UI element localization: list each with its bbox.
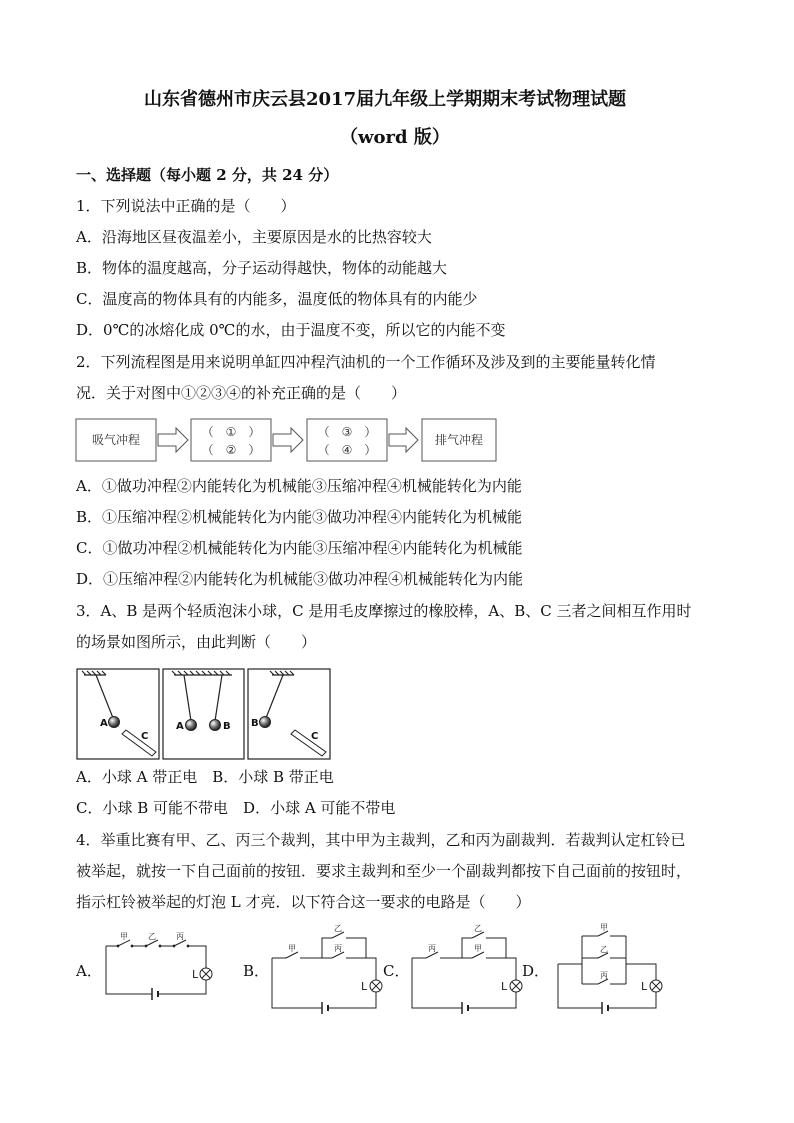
engine-cycle-flowchart: [76, 416, 496, 464]
q2-option-b: B．①压缩冲程②机械能转化为内能③做功冲程④内能转化为机械能: [76, 508, 523, 526]
rod-c-panel-1: [122, 730, 156, 756]
q2-option-d: D．①压缩冲程②内能转化为机械能③做功冲程④机械能转化为内能: [76, 570, 524, 588]
q3-options-cd: C．小球 B 可能不带电 D．小球 A 可能不带电: [76, 799, 396, 817]
thread-3: [266, 675, 283, 718]
ball-b-panel-3: [260, 717, 271, 728]
q3-options-ab: A．小球 A 带正电 B．小球 B 带正电: [76, 768, 334, 786]
circuit-a: [100, 934, 218, 1000]
ceiling-hatch-3: [270, 671, 294, 675]
circuit-b-lamp-label: L: [361, 980, 368, 993]
q4-stem-line-3: 指示杠铃被举起的灯泡 L 才亮．以下符合这一要求的电路是（ ）: [76, 893, 531, 911]
circuit-b-switch-jia: 甲: [288, 944, 296, 953]
q1-option-b: B．物体的温度越高，分子运动得越快，物体的动能越大: [76, 259, 448, 277]
flow-arrow-1: [158, 428, 188, 452]
flow-box-2-bottom: （ ② ）: [201, 443, 261, 457]
title-line-2: （word 版）: [340, 127, 450, 148]
panel-2: [163, 669, 244, 759]
ceiling-hatch-1: [82, 671, 106, 675]
circuit-a-switch-jia: 甲: [120, 932, 128, 941]
flow-arrow-3: [389, 428, 418, 452]
thread-2b: [215, 675, 222, 721]
flow-box-exhaust-label: 排气冲程: [434, 433, 484, 447]
q4-option-a-label: A．: [76, 962, 102, 980]
q3-stem-line-2: 的场景如图所示，由此判断（ ）: [76, 633, 317, 651]
thread-1: [96, 675, 113, 718]
circuit-c-switch-yi: 乙: [474, 924, 482, 933]
circuit-a-lamp-label: L: [192, 968, 199, 981]
circuit-d: [552, 922, 670, 1014]
circuit-a-switch-bing: 丙: [176, 932, 184, 941]
flow-arrow-2: [273, 428, 303, 452]
flow-box-3-bottom: （ ④ ）: [317, 443, 377, 457]
flow-box-3-top: （ ③ ）: [317, 425, 377, 439]
q2-stem-line-2: 况．关于对图中①②③④的补充正确的是（ ）: [76, 384, 407, 402]
flow-box-2-top: （ ① ）: [201, 425, 261, 439]
section-heading: 一、选择题（每小题 2 分，共 24 分）: [76, 166, 339, 184]
circuit-a-switch-yi: 乙: [148, 932, 156, 941]
q4-stem-line-2: 被举起，就按一下自己面前的按钮．要求主裁判和至少一个副裁判都按下自己面前的按钮时，: [76, 862, 692, 880]
q1-option-c: C．温度高的物体具有的内能多，温度低的物体具有的内能少: [76, 290, 478, 308]
charged-balls-figure: [76, 668, 332, 760]
flow-box-intake-label: 吸气冲程: [91, 433, 141, 447]
circuit-c-switch-bing: 丙: [428, 944, 436, 953]
label-a-panel-1: A: [100, 718, 108, 729]
label-b-panel-3: B: [251, 718, 259, 729]
circuit-b-switch-yi: 乙: [334, 924, 342, 933]
q1-stem: 1．下列说法中正确的是（ ）: [76, 197, 296, 215]
label-a-panel-2: A: [176, 721, 184, 732]
q1-option-a: A．沿海地区昼夜温差小，主要原因是水的比热容较大: [76, 228, 432, 246]
label-c-panel-1: C: [141, 731, 149, 742]
title-line-1: 山东省德州市庆云县2017届九年级上学期期末考试物理试题: [144, 89, 627, 110]
circuit-c-lamp-label: L: [501, 980, 508, 993]
label-b-panel-2: B: [223, 721, 231, 732]
ball-a-panel-2: [186, 720, 197, 731]
q1-option-d: D．0℃的冰熔化成 0℃的水，由于温度不变，所以它的内能不变: [76, 321, 506, 339]
circuit-c: [406, 924, 524, 1012]
q4-option-c-label: C．: [383, 962, 410, 980]
q4-option-d-label: D．: [522, 962, 550, 980]
label-c-panel-3: C: [311, 731, 319, 742]
ceiling-hatch-2: [172, 671, 232, 675]
circuit-d-lamp-label: L: [641, 980, 648, 993]
ball-a-panel-1: [109, 717, 120, 728]
rod-c-panel-3: [291, 730, 326, 756]
q3-stem-line-1: 3．A、B 是两个轻质泡沫小球，C 是用毛皮摩擦过的橡胶棒，A、B、C 三者之间相互作用时: [76, 602, 692, 620]
circuit-d-switch-jia: 甲: [600, 923, 608, 932]
circuit-d-switch-yi: 乙: [600, 945, 608, 954]
q2-option-c: C．①做功冲程②机械能转化为内能③压缩冲程④内能转化为机械能: [76, 539, 523, 557]
q2-stem-line-1: 2．下列流程图是用来说明单缸四冲程汽油机的一个工作循环及涉及到的主要能量转化情: [76, 353, 656, 371]
thread-2a: [184, 675, 191, 721]
q4-stem-line-1: 4．举重比赛有甲、乙、丙三个裁判，其中甲为主裁判，乙和丙为副裁判．若裁判认定杠铃已: [76, 831, 686, 849]
ball-b-panel-2: [210, 720, 221, 731]
circuit-d-switch-bing: 丙: [600, 971, 608, 980]
q4-option-b-label: B．: [243, 962, 270, 980]
circuit-c-switch-jia: 甲: [474, 944, 482, 953]
circuit-b-switch-bing: 丙: [334, 944, 342, 953]
q2-option-a: A．①做功冲程②内能转化为机械能③压缩冲程④机械能转化为内能: [76, 477, 522, 495]
circuit-b: [266, 924, 384, 1012]
